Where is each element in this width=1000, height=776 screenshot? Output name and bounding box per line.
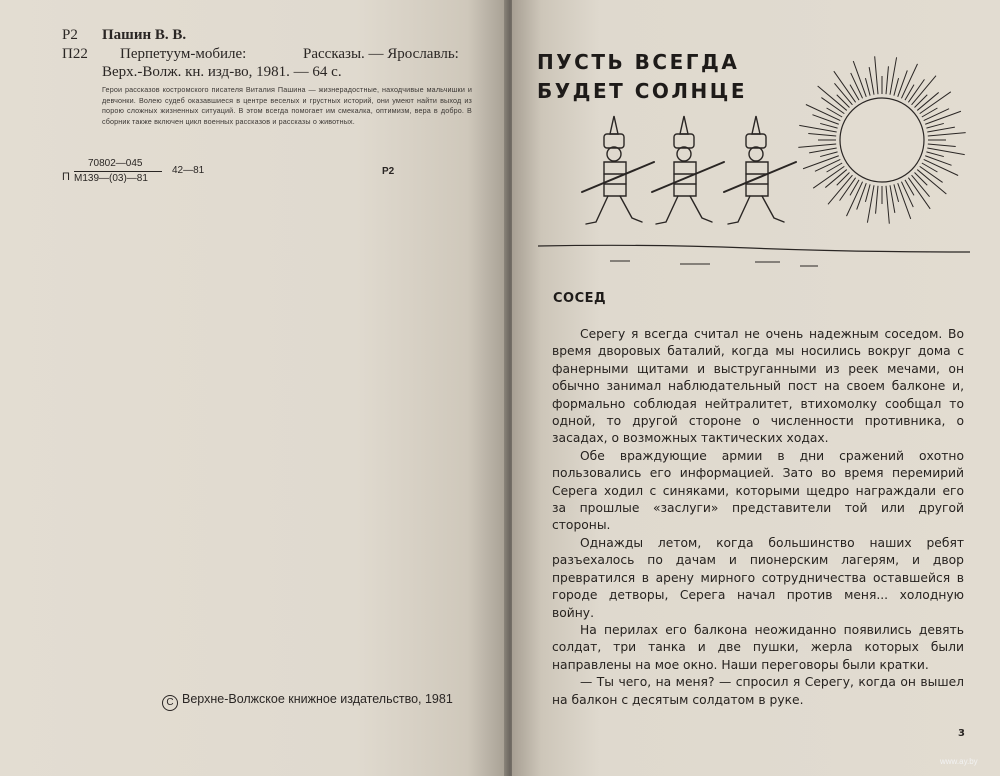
code-number: 42—81 [172,165,205,176]
soldier-figure [652,116,724,224]
bib-genre: Рассказы. — Ярославль: [303,46,459,62]
book-annotation: Герои рассказов костромского писателя Виталия Пашина — жизнерадостные, находчивые мальчишки и девчонки. Волею судеб оказавшиеся в центре веселых и грустных историй, они умеют найти выход из порою сложных жизненных ситуаций. В этом всегда помогает им смекалка, оптимизм, вера в добро. В сборник также включен цикл военных рассказов и рассказы о животных. [102,85,472,126]
copyright-line [162,692,453,711]
soldier-figure [582,116,654,224]
section-title-line-2: БУДЕТ СОЛНЦЕ [537,79,747,103]
code-numerator: 70802—045 [88,158,143,169]
bib-code: П22 [62,46,88,62]
story-paragraph: Обе враждующие армии в дни сражений охотно пользовались его информацией. Зато во время перемирий Серега ходил с синяками, которыми щедро награждали его за прошлые «заслуги» представители той или другой стороны. [552,448,964,533]
bib-class: Р2 [62,27,78,43]
code-prefix: П [62,171,70,183]
story-title: СОСЕД [553,291,607,306]
copyright-text: Верхне-Волжское книжное издательство, 1981 [182,692,453,706]
code-class: Р2 [382,166,395,177]
bib-publisher: Верх.-Волж. кн. изд-во, 1981. — 64 с. [102,64,342,80]
bib-title: Перпетуум-мобиле: [120,46,247,62]
code-denominator: М139—(03)—81 [74,173,148,184]
soldier-figure [724,116,796,224]
story-paragraph: Серегу я всегда считал не очень надежным соседом. Во время дворовых баталий, когда мы носились вокруг дома с фанерными щитами и выструганными из реек мечами, он обычно занимал наблюдательный пост на своем балконе и, формально соблюдая нейтралитет, втихомолку сообщал то одной, то другой стороне о численности противника, о засадах, о возможных тактических ходах. [552,327,964,446]
story-paragraph: На перилах его балкона неожиданно появились девять солдат, три танка и две пушки, жерла которых были направлены на мое окно. Наши переговоры были кратки. [552,622,964,672]
copyright-icon: С [162,695,178,711]
bib-author: Пашин В. В. [102,27,187,43]
marching-soldiers-and-sun-illustration [530,56,970,276]
story-paragraph: — Ты чего, на меня? — спросил я Серегу, когда он вышел на балкон с десятым солдатом в руке. [552,675,964,707]
story-body [552,326,964,709]
watermark: www.ay.by [940,757,978,766]
code-fraction-line [74,171,162,172]
story-paragraph: Однажды летом, когда большинство наших ребят разъехалось по дачам и пионерским лагерям, и двор превратился в арену мирного сотрудничества оставшейся в городе детворы, Серега начал против меня... холодную войну. [552,535,964,620]
section-title-line-1: ПУСТЬ ВСЕГДА [537,50,740,74]
page-number: 3 [958,728,965,739]
